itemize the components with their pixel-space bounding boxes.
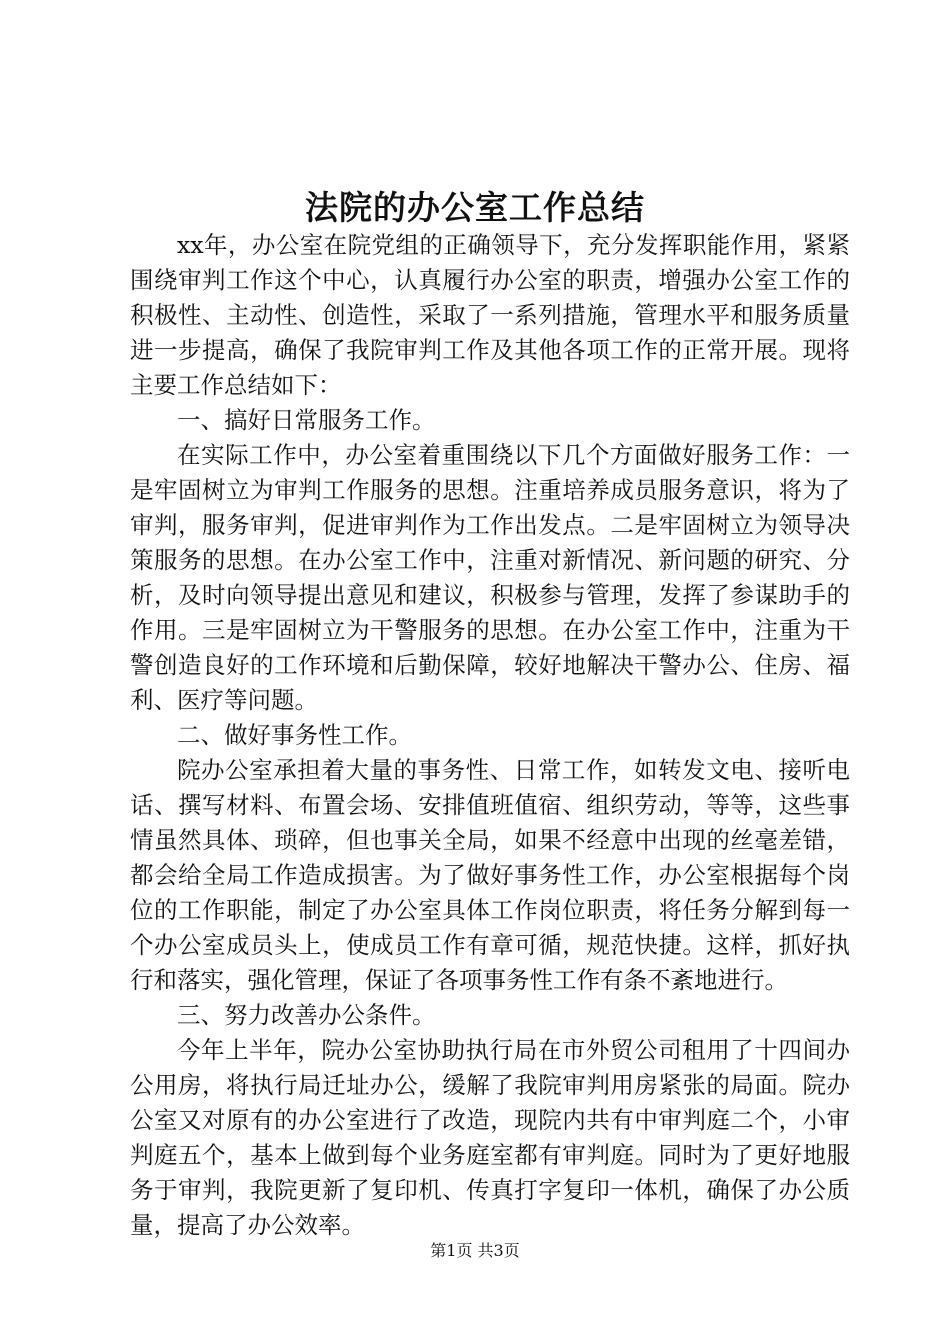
paragraph-section-3: 今年上半年，院办公室协助执行局在市外贸公司租用了十四间办公用房，将执行局迁址办公，缓解了我院审判用房紧张的局面。院办公室又对原有的办公室进行了改造，现院内共有中审判庭二个，小审判庭五个，基本上做到每个业务庭室都有审判庭。同时为了更好地服务于审判，我院更新了复印机、传真打字复印一体机，确保了办公质量，提高了办公效率。: [130, 1036, 850, 1239]
paragraph-section-2: 院办公室承担着大量的事务性、日常工作，如转发文电、接听电话、撰写材料、布置会场、安排值班值宿、组织劳动，等等，这些事情虽然具体、琐碎，但也事关全局，如果不经意中出现的丝毫差错，都会给全局工作造成损害。为了做好事务性工作，办公室根据每个岗位的工作职能，制定了办公室具体工作岗位职责，将任务分解到每一个办公室成员头上，使成员工作有章可循，规范快捷。这样，抓好执行和落实，强化管理，保证了各项事务性工作有条不紊地进行。: [130, 756, 850, 994]
section-heading-3: 三、努力改善办公条件。: [177, 1001, 436, 1029]
section-heading-2: 二、做好事务性工作。: [177, 721, 412, 749]
document-body: [130, 228, 850, 1243]
paragraph-section-1: 在实际工作中，办公室着重围绕以下几个方面做好服务工作：一是牢固树立为审判工作服务的思想。注重培养成员服务意识，将为了审判，服务审判，促进审判作为工作出发点。二是牢固树立为领导决策服务的思想。在办公室工作中，注重对新情况、新问题的研究、分析，及时向领导提出意见和建议，积极参与管理，发挥了参谋助手的作用。三是牢固树立为干警服务的思想。在办公室工作中，注重为干警创造良好的工作环境和后勤保障，较好地解决干警办公、住房、福利、医疗等问题。: [130, 441, 850, 714]
paragraph-intro: xx年，办公室在院党组的正确领导下，充分发挥职能作用，紧紧围绕审判工作这个中心，认真履行办公室的职责，增强办公室工作的积极性、主动性、创造性，采取了一系列措施，管理水平和服务质量进一步提高，确保了我院审判工作及其他各项工作的正常开展。现将主要工作总结如下：: [130, 231, 850, 399]
section-heading-1: 一、搞好日常服务工作。: [177, 406, 436, 434]
page-number-footer: 第1页 共3页: [430, 1241, 520, 1260]
document-title: 法院的办公室工作总结: [305, 188, 645, 227]
